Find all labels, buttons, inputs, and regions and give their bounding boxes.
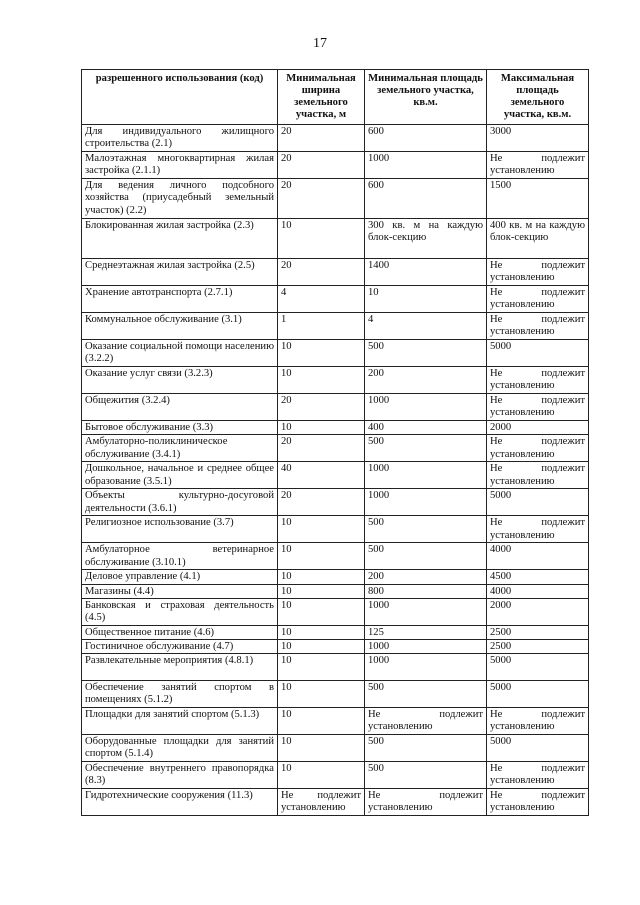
- cell-min-width: 10: [278, 543, 365, 570]
- cell-min-area: 1000: [365, 152, 487, 179]
- table-row: [82, 639, 589, 653]
- cell-min-width: 20: [278, 152, 365, 179]
- table-row: [82, 340, 589, 367]
- cell-max-area: 5000: [487, 489, 589, 516]
- cell-min-width: 10: [278, 598, 365, 625]
- table-row: [82, 543, 589, 570]
- cell-max-area: 2500: [487, 625, 589, 639]
- cell-min-area: 1000: [365, 462, 487, 489]
- cell-max-area: 5000: [487, 734, 589, 761]
- land-parameters-table: [81, 69, 589, 816]
- table-row: [82, 734, 589, 761]
- header-min-area: Минимальная площадь земельного участка, кв.м.: [365, 70, 487, 125]
- cell-min-width: 10: [278, 367, 365, 394]
- cell-min-area: 400: [365, 421, 487, 435]
- cell-min-area: Не подлежит установлению: [365, 707, 487, 734]
- cell-min-width: 1: [278, 313, 365, 340]
- cell-min-width: 20: [278, 259, 365, 286]
- cell-min-area: 500: [365, 734, 487, 761]
- cell-permitted-use: Религиозное использование (3.7): [82, 516, 278, 543]
- cell-max-area: Не подлежит установлению: [487, 516, 589, 543]
- cell-min-width: 10: [278, 570, 365, 584]
- cell-max-area: 400 кв. м на каждую блок-секцию: [487, 219, 589, 259]
- table-row: [82, 179, 589, 219]
- table-row: [82, 625, 589, 639]
- header-min-width: Минимальная ширина земельного участка, м: [278, 70, 365, 125]
- cell-max-area: 2500: [487, 639, 589, 653]
- cell-permitted-use: Амбулаторно-поликлиническое обслуживание (3.4.1): [82, 435, 278, 462]
- cell-max-area: 4000: [487, 584, 589, 598]
- cell-max-area: Не подлежит установлению: [487, 286, 589, 313]
- cell-min-width: 10: [278, 421, 365, 435]
- cell-permitted-use: Для ведения личного подсобного хозяйства (приусадебный земельный участок) (2.2): [82, 179, 278, 219]
- cell-permitted-use: Блокированная жилая застройка (2.3): [82, 219, 278, 259]
- cell-min-area: 500: [365, 680, 487, 707]
- table-row: [82, 598, 589, 625]
- cell-max-area: 2000: [487, 421, 589, 435]
- cell-min-width: 10: [278, 340, 365, 367]
- cell-min-area: 600: [365, 179, 487, 219]
- header-max-area: Максимальная площадь земельного участка, кв.м.: [487, 70, 589, 125]
- cell-permitted-use: Среднеэтажная жилая застройка (2.5): [82, 259, 278, 286]
- cell-min-width: 40: [278, 462, 365, 489]
- cell-min-width: 10: [278, 639, 365, 653]
- cell-max-area: 5000: [487, 680, 589, 707]
- table-header-row: [82, 70, 589, 125]
- cell-min-area: 500: [365, 435, 487, 462]
- cell-min-area: 800: [365, 584, 487, 598]
- page-number: 17: [313, 36, 327, 51]
- cell-min-area: 1000: [365, 394, 487, 421]
- header-permitted-use: разрешенного использования (код): [82, 70, 278, 125]
- cell-max-area: 5000: [487, 340, 589, 367]
- table-row: [82, 259, 589, 286]
- table-row: [82, 367, 589, 394]
- cell-min-width: 10: [278, 761, 365, 788]
- cell-permitted-use: Для индивидуального жилищного строительства (2.1): [82, 125, 278, 152]
- cell-permitted-use: Амбулаторное ветеринарное обслуживание (3.10.1): [82, 543, 278, 570]
- cell-min-width: 10: [278, 625, 365, 639]
- cell-min-area: 300 кв. м на каждую блок-секцию: [365, 219, 487, 259]
- cell-min-width: 10: [278, 516, 365, 543]
- cell-min-width: 20: [278, 125, 365, 152]
- cell-min-area: 500: [365, 761, 487, 788]
- cell-permitted-use: Гидротехнические сооружения (11.3): [82, 788, 278, 815]
- table-row: [82, 421, 589, 435]
- cell-min-area: 500: [365, 516, 487, 543]
- cell-max-area: Не подлежит установлению: [487, 367, 589, 394]
- cell-permitted-use: Развлекательные мероприятия (4.8.1): [82, 653, 278, 680]
- cell-permitted-use: Обеспечение занятий спортом в помещениях (5.1.2): [82, 680, 278, 707]
- cell-min-width: 10: [278, 680, 365, 707]
- table-row: [82, 462, 589, 489]
- cell-min-area: 10: [365, 286, 487, 313]
- cell-min-area: 125: [365, 625, 487, 639]
- table-row: [82, 125, 589, 152]
- cell-max-area: Не подлежит установлению: [487, 435, 589, 462]
- cell-max-area: Не подлежит установлению: [487, 259, 589, 286]
- cell-min-width: Не подлежит установлению: [278, 788, 365, 815]
- cell-max-area: Не подлежит установлению: [487, 761, 589, 788]
- cell-permitted-use: Площадки для занятий спортом (5.1.3): [82, 707, 278, 734]
- cell-permitted-use: Оборудованные площадки для занятий спортом (5.1.4): [82, 734, 278, 761]
- cell-permitted-use: Обеспечение внутреннего правопорядка (8.3): [82, 761, 278, 788]
- table-row: [82, 707, 589, 734]
- cell-min-width: 20: [278, 394, 365, 421]
- cell-permitted-use: Общественное питание (4.6): [82, 625, 278, 639]
- table-row: [82, 435, 589, 462]
- cell-min-area: Не подлежит установлению: [365, 788, 487, 815]
- table-row: [82, 584, 589, 598]
- cell-max-area: Не подлежит установлению: [487, 788, 589, 815]
- cell-permitted-use: Общежития (3.2.4): [82, 394, 278, 421]
- cell-min-width: 10: [278, 219, 365, 259]
- table-row: [82, 653, 589, 680]
- table-row: [82, 489, 589, 516]
- table-row: [82, 394, 589, 421]
- table-row: [82, 219, 589, 259]
- cell-min-width: 20: [278, 435, 365, 462]
- cell-permitted-use: Магазины (4.4): [82, 584, 278, 598]
- table-row: [82, 152, 589, 179]
- cell-max-area: Не подлежит установлению: [487, 394, 589, 421]
- cell-max-area: 4500: [487, 570, 589, 584]
- cell-max-area: 5000: [487, 653, 589, 680]
- cell-max-area: Не подлежит установлению: [487, 462, 589, 489]
- cell-max-area: Не подлежит установлению: [487, 152, 589, 179]
- cell-min-width: 10: [278, 734, 365, 761]
- cell-permitted-use: Бытовое обслуживание (3.3): [82, 421, 278, 435]
- cell-min-width: 10: [278, 584, 365, 598]
- cell-permitted-use: Гостиничное обслуживание (4.7): [82, 639, 278, 653]
- cell-permitted-use: Хранение автотранспорта (2.7.1): [82, 286, 278, 313]
- cell-max-area: 4000: [487, 543, 589, 570]
- cell-max-area: 1500: [487, 179, 589, 219]
- cell-min-area: 200: [365, 367, 487, 394]
- cell-max-area: Не подлежит установлению: [487, 313, 589, 340]
- table-row: [82, 286, 589, 313]
- cell-min-area: 600: [365, 125, 487, 152]
- cell-min-area: 1000: [365, 653, 487, 680]
- cell-min-area: 500: [365, 543, 487, 570]
- cell-permitted-use: Оказание услуг связи (3.2.3): [82, 367, 278, 394]
- cell-min-width: 10: [278, 653, 365, 680]
- cell-permitted-use: Оказание социальной помощи населению (3.2.2): [82, 340, 278, 367]
- cell-min-width: 20: [278, 489, 365, 516]
- cell-permitted-use: Деловое управление (4.1): [82, 570, 278, 584]
- cell-min-area: 1400: [365, 259, 487, 286]
- cell-max-area: Не подлежит установлению: [487, 707, 589, 734]
- cell-max-area: 3000: [487, 125, 589, 152]
- table-row: [82, 680, 589, 707]
- cell-permitted-use: Банковская и страховая деятельность (4.5): [82, 598, 278, 625]
- cell-min-area: 1000: [365, 639, 487, 653]
- cell-max-area: 2000: [487, 598, 589, 625]
- cell-permitted-use: Объекты культурно-досуговой деятельности (3.6.1): [82, 489, 278, 516]
- table-row: [82, 761, 589, 788]
- cell-permitted-use: Коммунальное обслуживание (3.1): [82, 313, 278, 340]
- cell-min-area: 200: [365, 570, 487, 584]
- cell-min-area: 1000: [365, 489, 487, 516]
- table-row: [82, 516, 589, 543]
- cell-permitted-use: Дошкольное, начальное и среднее общее образование (3.5.1): [82, 462, 278, 489]
- cell-min-width: 10: [278, 707, 365, 734]
- table-row: [82, 788, 589, 815]
- cell-min-area: 500: [365, 340, 487, 367]
- table-row: [82, 313, 589, 340]
- cell-min-area: 1000: [365, 598, 487, 625]
- cell-min-width: 20: [278, 179, 365, 219]
- cell-min-area: 4: [365, 313, 487, 340]
- cell-min-width: 4: [278, 286, 365, 313]
- table-row: [82, 570, 589, 584]
- cell-permitted-use: Малоэтажная многоквартирная жилая застройка (2.1.1): [82, 152, 278, 179]
- table-body: [82, 125, 589, 815]
